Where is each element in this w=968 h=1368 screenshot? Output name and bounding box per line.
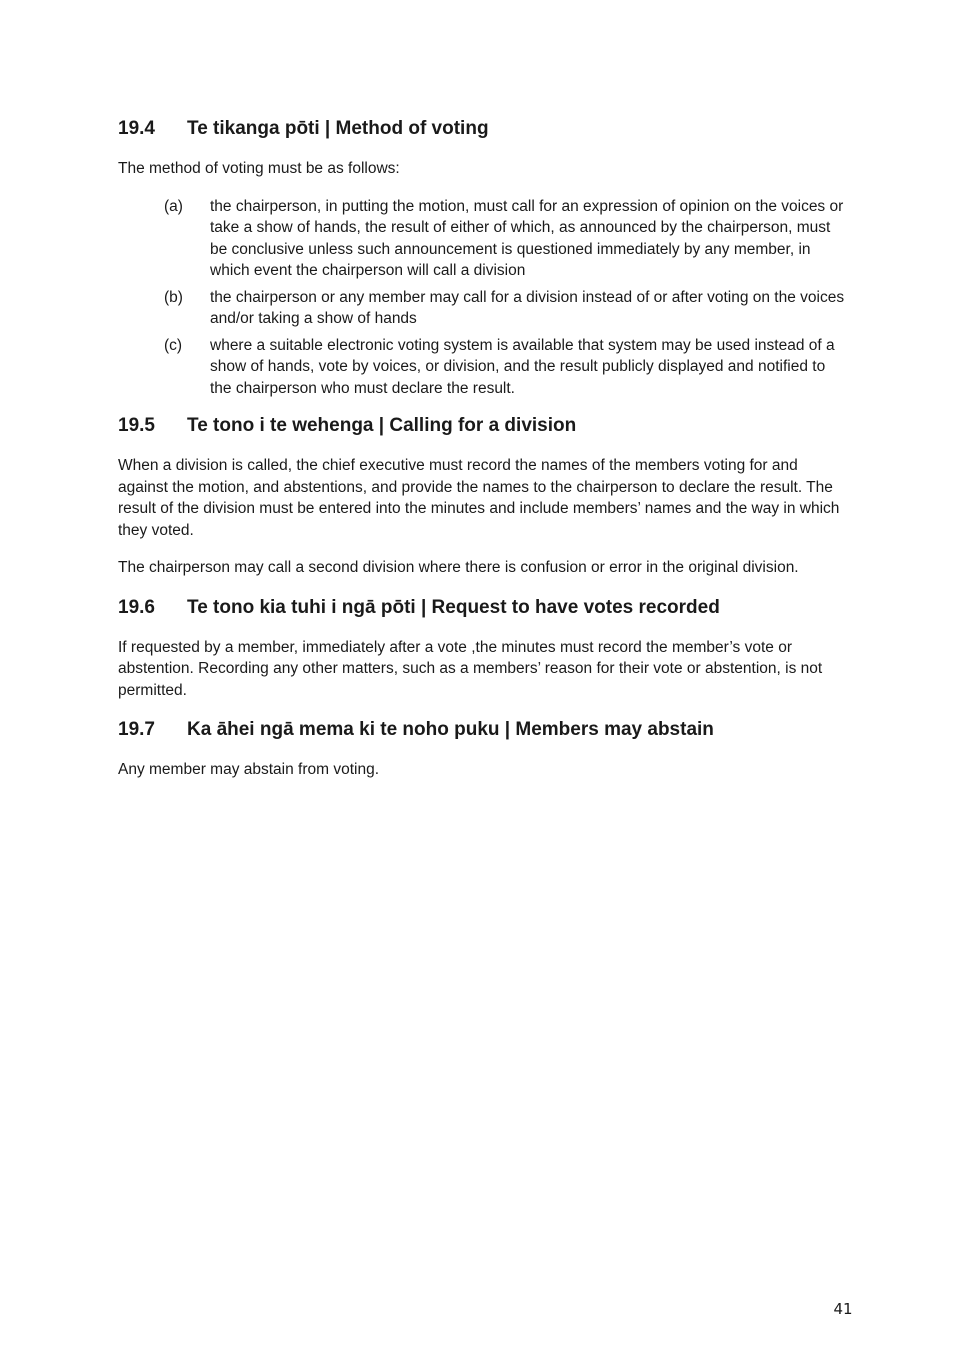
section-intro: The method of voting must be as follows: <box>118 160 400 177</box>
paragraph: Any member may abstain from voting. <box>118 761 380 778</box>
section-heading-19-4 <box>118 116 848 142</box>
section-heading-19-5 <box>118 413 848 439</box>
list-marker: (c) <box>164 336 183 354</box>
list-item-text: where a suitable electronic voting system is available that system may be used instead of a show of hands, vote by voices, or division, and the result publicly displayed and notified to the chairperson who must declare the result. <box>210 336 835 397</box>
paragraph: The chairperson may call a second division where there is confusion or error in the original division. <box>118 559 799 576</box>
document-page <box>118 116 848 797</box>
list-item <box>118 287 848 330</box>
paragraph: When a division is called, the chief executive must record the names of the members voting for and against the motion, and abstentions, and provide the names to the chairperson to declare the result. The result of the division must be entered into the minutes and include members’ names and the way in which they voted. <box>118 457 840 539</box>
section-heading-19-7 <box>118 717 848 743</box>
list-marker: (b) <box>164 288 183 306</box>
section-number: 19.5 <box>118 415 155 436</box>
section-title: Te tono i te wehenga | Calling for a division <box>187 415 577 436</box>
list-item <box>118 196 848 282</box>
list-item-text: the chairperson or any member may call for a division instead of or after voting on the voices and/or taking a show of hands <box>210 288 845 327</box>
list-item <box>118 335 848 400</box>
section-number: 19.4 <box>118 118 155 139</box>
paragraph: If requested by a member, immediately after a vote ,the minutes must record the member’s vote or abstention. Recording any other matters, such as a members’ reason for their vote or abstention, is not permitted. <box>118 638 823 699</box>
section-heading-19-6 <box>118 595 848 621</box>
section-title: Te tono kia tuhi i ngā pōti | Request to have votes recorded <box>187 596 720 618</box>
voting-method-list <box>118 196 848 400</box>
section-number: 19.7 <box>118 719 155 740</box>
section-number: 19.6 <box>118 596 155 618</box>
section-title: Ka āhei ngā mema ki te noho puku | Members may abstain <box>187 719 714 740</box>
page-number: 41 <box>833 1300 853 1318</box>
section-title: Te tikanga pōti | Method of voting <box>187 118 489 139</box>
list-item-text: the chairperson, in putting the motion, must call for an expression of opinion on the voices or take a show of hands, the result of either of which, as announced by the chairperson, must be conclusive unless such announcement is questioned immediately by any member, in which event the chairperson will call a division <box>210 197 844 279</box>
list-marker: (a) <box>164 197 183 215</box>
